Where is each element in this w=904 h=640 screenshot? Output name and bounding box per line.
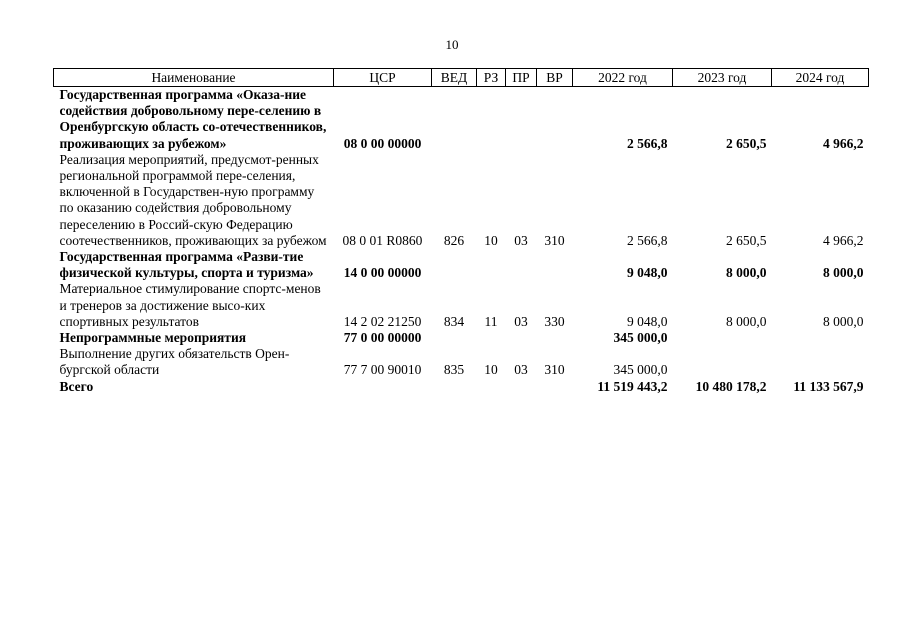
total-2023: 10 480 178,2 (695, 378, 767, 394)
row-ved (432, 87, 477, 152)
header-2024: 2024 год (772, 69, 869, 87)
row-2024 (772, 346, 869, 378)
header-name: Наименование (54, 69, 334, 87)
page-number: 10 (445, 37, 459, 52)
table-row (54, 152, 869, 249)
row-vr: 330 (544, 313, 565, 329)
row-2022: 2 566,8 (627, 232, 668, 248)
row-2023: 8 000,0 (726, 313, 767, 329)
row-csr: 77 0 00 00000 (343, 330, 422, 346)
total-label: Всего (59, 378, 94, 394)
row-name: Реализация мероприятий, предусмот-ренных региональной программой пере-селения, включенной в Государствен-ную программу по оказанию содействия добровольному переселению в Россий-скую Федерацию соотечественников, проживающих за рубежом (59, 151, 327, 248)
row-csr: 14 2 02 21250 (343, 313, 422, 329)
row-csr (334, 379, 432, 395)
row-vr (537, 249, 573, 281)
row-vr: 310 (544, 362, 565, 378)
row-2024: 8 000,0 (823, 313, 864, 329)
table-row (54, 330, 869, 346)
row-pr (506, 379, 537, 395)
row-rz (477, 249, 506, 281)
row-rz: 10 (484, 362, 498, 378)
row-pr: 03 (514, 232, 528, 248)
row-rz (477, 379, 506, 395)
total-2024: 11 133 567,9 (793, 378, 864, 394)
row-name: Государственная программа «Разви-тие физической культуры, спорта и туризма» (59, 249, 314, 281)
row-ved (432, 249, 477, 281)
budget-table (53, 68, 869, 395)
row-rz: 11 (484, 313, 498, 329)
row-2024: 8 000,0 (823, 265, 864, 281)
table-row (54, 281, 869, 330)
row-vr (537, 330, 573, 346)
row-csr: 77 7 00 90010 (343, 362, 422, 378)
row-name: Материальное стимулирование спортс-менов и тренеров за достижение высо-ких спортивных результатов (59, 281, 321, 329)
row-2023 (673, 330, 772, 346)
row-pr (506, 249, 537, 281)
row-pr: 03 (514, 362, 528, 378)
row-2022: 345 000,0 (613, 330, 668, 346)
table-row (54, 249, 869, 281)
row-pr (506, 330, 537, 346)
row-csr: 14 0 00 00000 (343, 265, 422, 281)
total-row (54, 379, 869, 395)
row-2023: 2 650,5 (726, 232, 767, 248)
header-pr: ПР (506, 69, 537, 87)
header-csr: ЦСР (334, 69, 432, 87)
header-vr: ВР (537, 69, 573, 87)
row-2024 (772, 330, 869, 346)
header-2023: 2023 год (673, 69, 772, 87)
row-name: Непрограммные мероприятия (59, 330, 247, 346)
row-name: Государственная программа «Оказа-ние содействия добровольному пере-селению в Оренбургскую область со-отечественников, проживающих за рубежом» (59, 87, 327, 151)
row-rz: 10 (484, 232, 498, 248)
table-row (54, 87, 869, 152)
header-ved: ВЕД (432, 69, 477, 87)
row-vr (537, 87, 573, 152)
row-2023: 8 000,0 (726, 265, 767, 281)
row-vr: 310 (544, 232, 565, 248)
total-2022: 11 519 443,2 (597, 378, 668, 394)
row-vr (537, 379, 573, 395)
header-2022: 2022 год (573, 69, 673, 87)
row-ved: 835 (443, 362, 465, 378)
header-rz: РЗ (477, 69, 506, 87)
row-rz (477, 330, 506, 346)
row-ved: 834 (443, 313, 465, 329)
row-ved: 826 (443, 232, 465, 248)
table-row (54, 346, 869, 378)
row-2022: 345 000,0 (613, 362, 668, 378)
row-csr: 08 0 01 R0860 (342, 232, 423, 248)
row-2022: 2 566,8 (627, 135, 668, 151)
row-ved (432, 379, 477, 395)
row-pr: 03 (514, 313, 528, 329)
row-2023 (673, 346, 772, 378)
row-2023: 2 650,5 (726, 135, 767, 151)
row-rz (477, 87, 506, 152)
row-csr: 08 0 00 00000 (343, 135, 422, 151)
table-header-row (54, 69, 869, 87)
row-ved (432, 330, 477, 346)
row-name: Выполнение других обязательств Орен-бургской области (59, 346, 290, 378)
row-2022: 9 048,0 (627, 265, 668, 281)
row-2024: 4 966,2 (823, 232, 864, 248)
row-2022: 9 048,0 (627, 313, 668, 329)
row-pr (506, 87, 537, 152)
row-2024: 4 966,2 (823, 135, 864, 151)
